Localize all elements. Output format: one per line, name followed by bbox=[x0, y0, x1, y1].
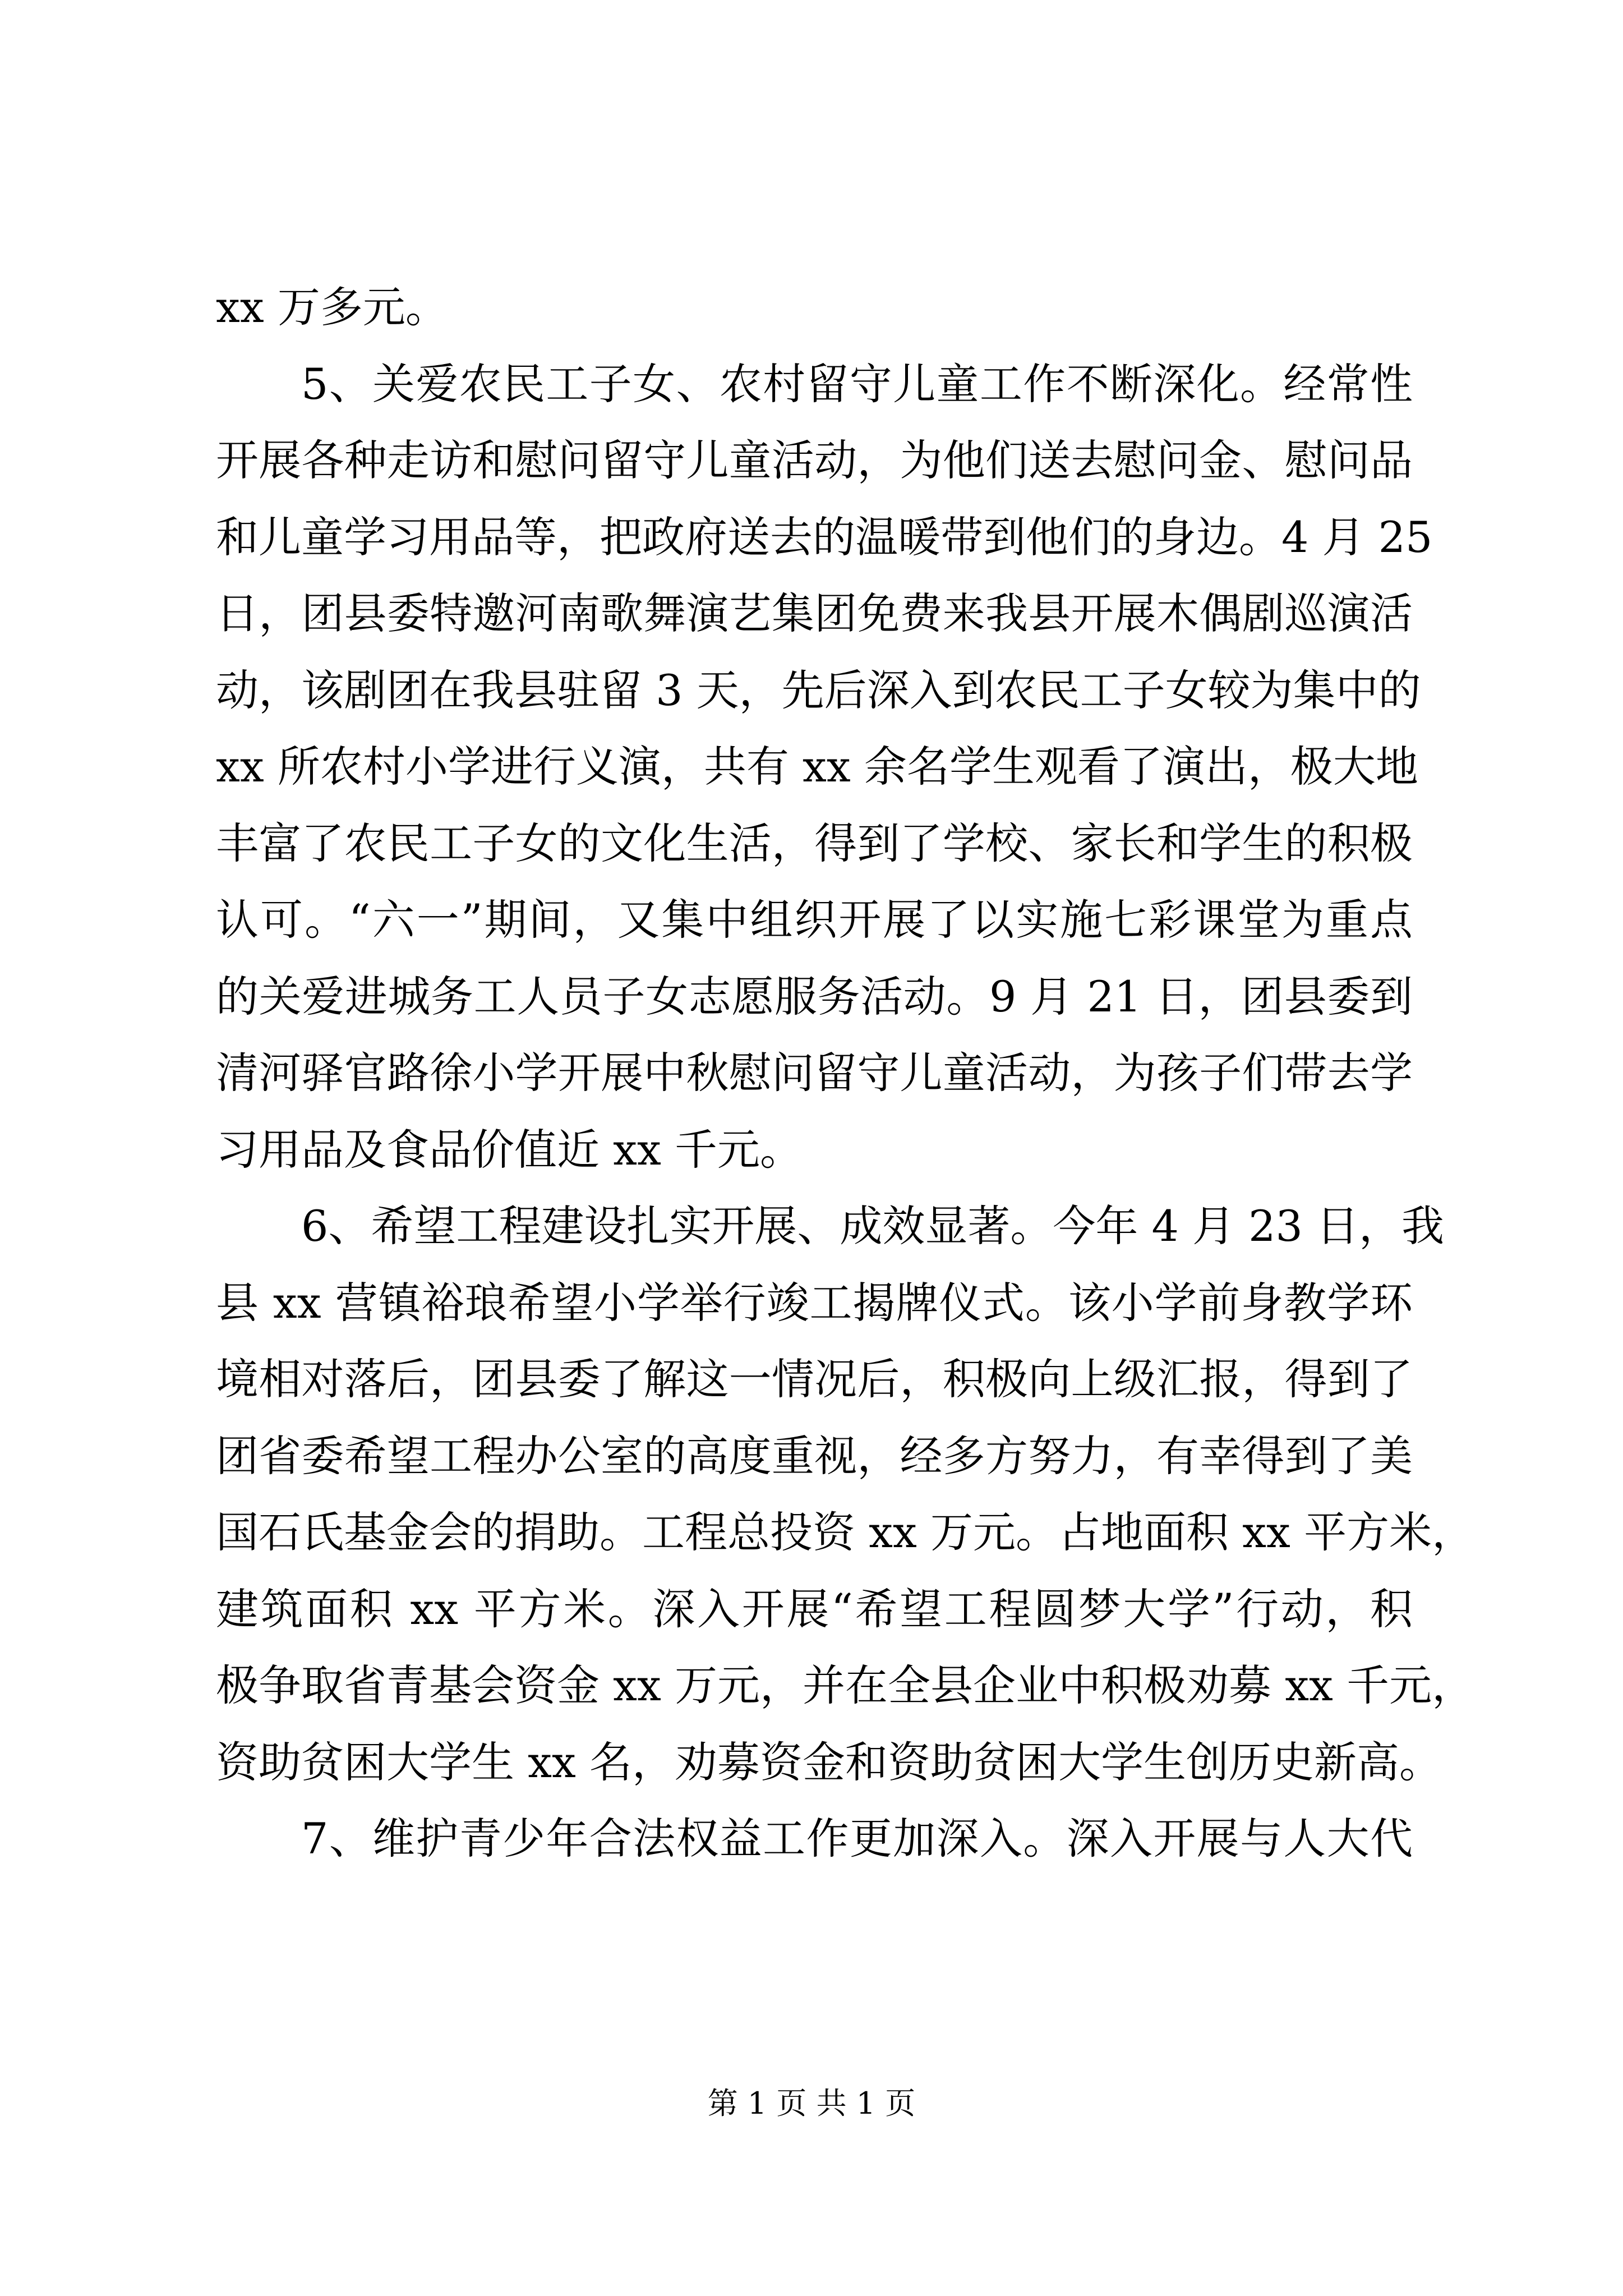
text-line: 习用品及食品价值近 xx 千元。 bbox=[216, 1124, 803, 1175]
text-line: 开展各种走访和慰问留守儿童活动，为他们送去慰问金、慰问品 bbox=[216, 435, 1413, 485]
paragraph-heading-6: 6、希望工程建设扎实开展、成效显著。今年 4 月 23 日，我 bbox=[301, 1201, 1445, 1251]
text-line: 动，该剧团在我县驻留 3 天，先后深入到农民工子女较为集中的 bbox=[216, 665, 1421, 715]
text-line: 丰富了农民工子女的文化生活，得到了学校、家长和学生的积极 bbox=[216, 818, 1413, 868]
page-number-text: 第 1 页 共 1 页 bbox=[707, 2086, 916, 2121]
text-line: 和儿童学习用品等，把政府送去的温暖带到他们的身边。4 月 25 bbox=[216, 512, 1433, 562]
paragraph-heading-5: 5、关爱农民工子女、农村留守儿童工作不断深化。经常性 bbox=[301, 358, 1413, 409]
paragraph-heading-7: 7、维护青少年合法权益工作更加深入。深入开展与人大代 bbox=[301, 1814, 1413, 1864]
text-line: 的关爱进城务工人员子女志愿服务活动。9 月 21 日，团县委到 bbox=[216, 971, 1413, 1022]
text-line: 建筑面积 xx 平方米。深入开展“希望工程圆梦大学”行动，积 bbox=[216, 1584, 1413, 1634]
text-line: 国石氏基金会的捐助。工程总投资 xx 万元。占地面积 xx 平方米， bbox=[216, 1507, 1475, 1557]
text-line: 极争取省青基会资金 xx 万元，并在全县企业中积极劝募 xx 千元， bbox=[216, 1660, 1475, 1710]
text-line: 境相对落后，团县委了解这一情况后，积极向上级汇报，得到了 bbox=[216, 1354, 1413, 1404]
document-body bbox=[216, 269, 1475, 1878]
text-line: 清河驿官路徐小学开展中秋慰问留守儿童活动，为孩子们带去学 bbox=[216, 1048, 1413, 1098]
text-line: 认可。“六一”期间，又集中组织开展了以实施七彩课堂为重点 bbox=[216, 895, 1413, 945]
text-line: 县 xx 营镇裕琅希望小学举行竣工揭牌仪式。该小学前身教学环 bbox=[216, 1277, 1413, 1328]
text-line: xx 万多元。 bbox=[216, 282, 448, 332]
text-line: 资助贫困大学生 xx 名，劝募资金和资助贫困大学生创历史新高。 bbox=[216, 1737, 1442, 1787]
page-footer bbox=[0, 2084, 1623, 2123]
text-line: 日，团县委特邀河南歌舞演艺集团免费来我县开展木偶剧巡演活 bbox=[216, 588, 1413, 638]
text-line: 团省委希望工程办公室的高度重视，经多方努力，有幸得到了美 bbox=[216, 1430, 1413, 1481]
text-line: xx 所农村小学进行义演，共有 xx 余名学生观看了演出，极大地 bbox=[216, 742, 1418, 792]
